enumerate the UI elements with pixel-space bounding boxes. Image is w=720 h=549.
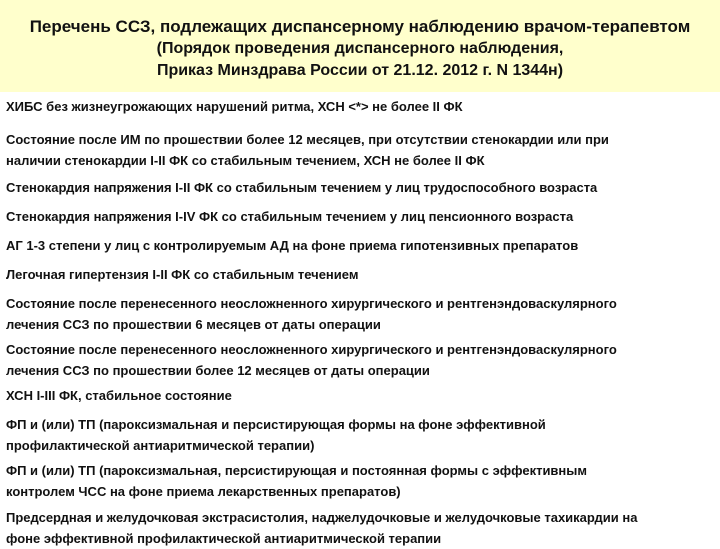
list-item bbox=[6, 264, 712, 285]
list-item-line: Состояние после перенесенного неосложненного хирургического и рентгенэндоваскулярного bbox=[6, 342, 617, 357]
list-item-line: Стенокардия напряжения I-IV ФК со стабильным течением у лиц пенсионного возраста bbox=[6, 209, 574, 224]
list-item bbox=[6, 206, 712, 227]
list-item bbox=[6, 339, 712, 381]
list-item bbox=[6, 235, 712, 256]
list-item bbox=[6, 96, 712, 117]
slide-title: Перечень ССЗ, подлежащих диспансерному наблюдению врачом-терапевтом bbox=[29, 17, 691, 36]
list-item-line: лечения ССЗ по прошествии более 12 месяцев от даты операции bbox=[6, 363, 430, 378]
list-item bbox=[6, 460, 712, 502]
list-item-line: наличии стенокардии I-II ФК со стабильным течением, ХСН не более II ФК bbox=[6, 153, 485, 168]
list-item-line: Состояние после ИМ по прошествии более 12 месяцев, при отсутствии стенокардии или при bbox=[6, 132, 609, 147]
list-item-line: Предсердная и желудочковая экстрасистолия, наджелудочковые и желудочковые тахикардии на bbox=[6, 510, 638, 525]
list-item bbox=[6, 507, 712, 549]
slide-subtitle-line-2: Приказ Минздрава России от 21.12. 2012 г. N 1344н) bbox=[156, 62, 564, 79]
slide-header bbox=[0, 0, 720, 92]
list-item-line: контролем ЧСС на фоне приема лекарственных препаратов) bbox=[6, 484, 401, 499]
list-item-line: лечения ССЗ по прошествии 6 месяцев от даты операции bbox=[6, 317, 381, 332]
list-item-line: ХСН I-III ФК, стабильное состояние bbox=[6, 388, 232, 403]
list-item-line: ХИБС без жизнеугрожающих нарушений ритма, ХСН <*> не более II ФК bbox=[6, 99, 463, 114]
list-item bbox=[6, 293, 712, 335]
list-item bbox=[6, 129, 712, 171]
list-item-line: фоне эффективной профилактической антиаритмической терапии bbox=[6, 531, 442, 546]
list-item-line: ФП и (или) ТП (пароксизмальная, персистирующая и постоянная формы с эффективным bbox=[6, 463, 587, 478]
list-item bbox=[6, 385, 712, 406]
slide-subtitle-line-1: (Порядок проведения диспансерного наблюдения, bbox=[156, 40, 564, 57]
list-item bbox=[6, 177, 712, 198]
list-item-line: АГ 1-3 степени у лиц с контролируемым АД на фоне приема гипотензивных препаратов bbox=[6, 238, 579, 253]
list-item-line: Легочная гипертензия I-II ФК со стабильным течением bbox=[6, 267, 359, 282]
list-item-line: профилактической антиаритмической терапии) bbox=[6, 438, 315, 453]
list-item-line: Состояние после перенесенного неосложненного хирургического и рентгенэндоваскулярного bbox=[6, 296, 617, 311]
list-item-line: Стенокардия напряжения I-II ФК со стабильным течением у лиц трудоспособного возраста bbox=[6, 180, 598, 195]
list-item-line: ФП и (или) ТП (пароксизмальная и персистирующая формы на фоне эффективной bbox=[6, 417, 546, 432]
list-item bbox=[6, 414, 712, 456]
